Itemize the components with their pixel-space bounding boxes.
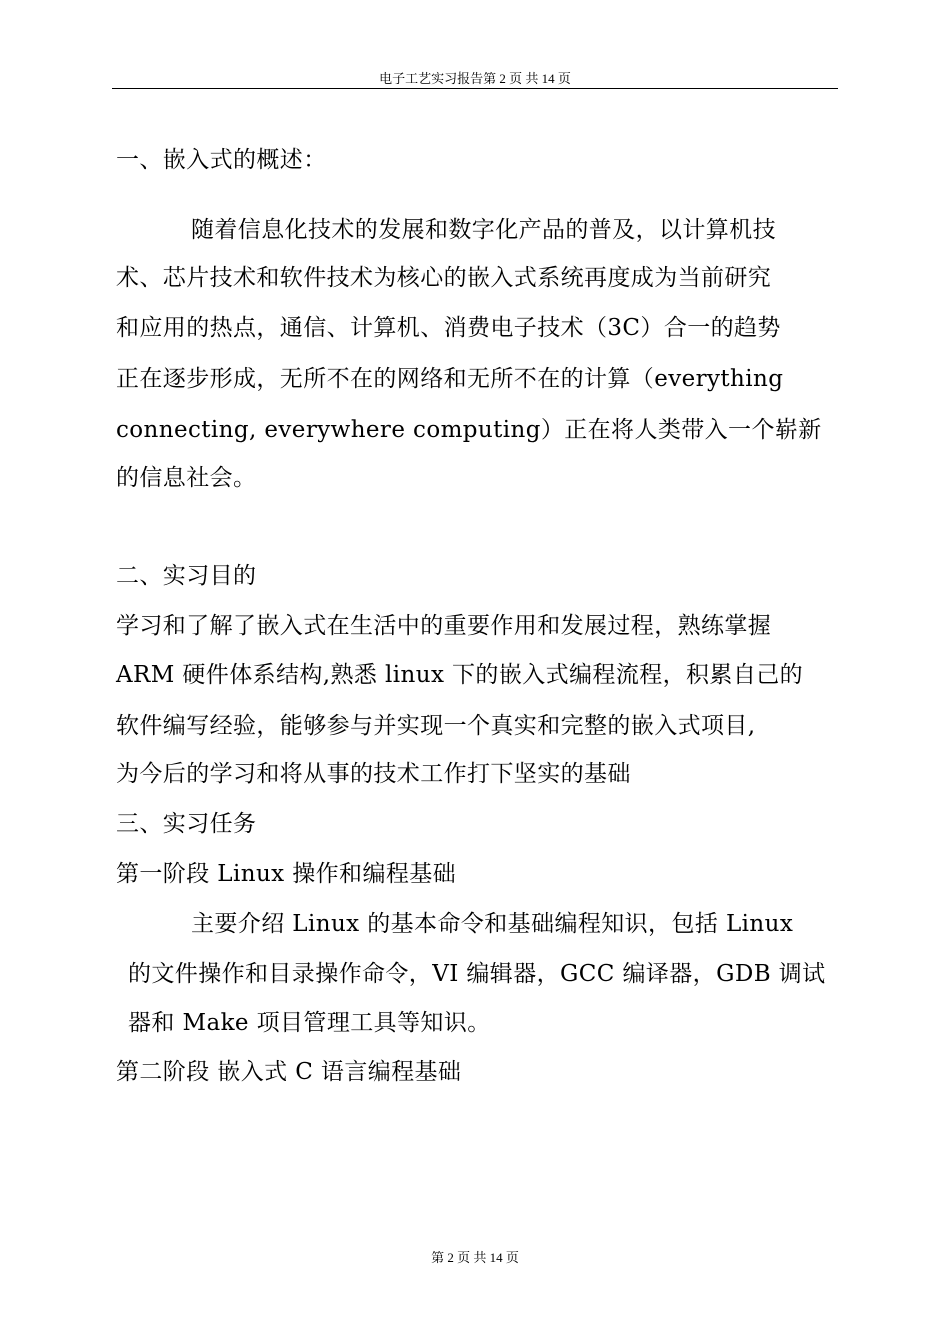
paragraph-line: 为今后的学习和将从事的技术工作打下坚实的基础 (116, 761, 631, 787)
paragraph-line: 和应用的热点，通信、计算机、消费电子技术（3C）合一的趋势 (116, 315, 781, 341)
stage-heading: 第二阶段 嵌入式 C 语言编程基础 (116, 1059, 462, 1085)
paragraph-line: connecting, everywhere computing）正在将人类带入一个崭新 (116, 417, 822, 443)
page-header: 电子工艺实习报告第 2 页 共 14 页 (379, 71, 571, 86)
header-rule (112, 88, 838, 89)
paragraph-line: 的信息社会。 (116, 465, 257, 491)
paragraph-line: 学习和了解了嵌入式在生活中的重要作用和发展过程，熟练掌握 (116, 613, 772, 639)
paragraph-line: 器和 Make 项目管理工具等知识。 (128, 1010, 491, 1036)
section-heading-purpose: 二、实习目的 (116, 563, 257, 589)
paragraph-line: 正在逐步形成，无所不在的网络和无所不在的计算（everything (116, 366, 784, 392)
paragraph-line: 的文件操作和目录操作命令，VI 编辑器，GCC 编译器，GDB 调试 (128, 961, 826, 987)
paragraph-line: 随着信息化技术的发展和数字化产品的普及，以计算机技 (191, 217, 776, 243)
section-heading-tasks: 三、实习任务 (116, 811, 257, 837)
section-heading-overview: 一、嵌入式的概述： (116, 147, 327, 173)
paragraph-line: ARM 硬件体系结构,熟悉 linux 下的嵌入式编程流程，积累自己的 (116, 662, 804, 688)
page-footer: 第 2 页 共 14 页 (431, 1250, 519, 1265)
paragraph-line: 术、芯片技术和软件技术为核心的嵌入式系统再度成为当前研究 (116, 265, 772, 291)
stage-heading: 第一阶段 Linux 操作和编程基础 (116, 861, 457, 887)
paragraph-line: 主要介绍 Linux 的基本命令和基础编程知识，包括 Linux (191, 911, 794, 937)
paragraph-line: 软件编写经验，能够参与并实现一个真实和完整的嵌入式项目, (116, 713, 756, 739)
